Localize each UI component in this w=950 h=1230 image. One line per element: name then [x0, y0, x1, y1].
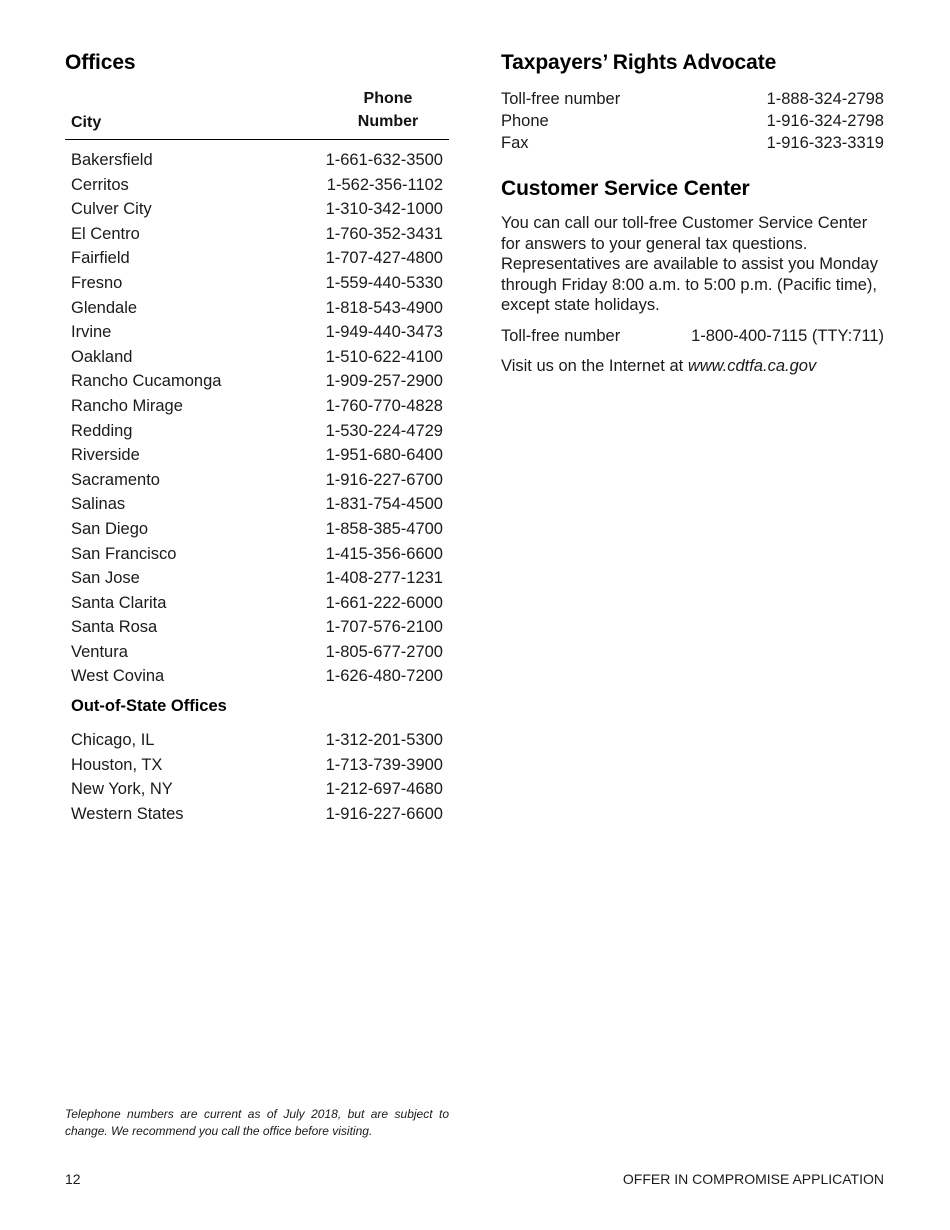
office-row [65, 517, 449, 542]
office-row [65, 296, 449, 321]
tollfree-label: Toll-free number [501, 326, 621, 345]
contact-label: Phone [501, 112, 549, 130]
website-line [501, 355, 884, 377]
customer-service-tollfree-row [501, 325, 884, 347]
column-header-city: City [71, 114, 102, 131]
advocate-contact-row [501, 88, 884, 110]
office-phone: 1-713-739-3900 [325, 755, 443, 774]
office-row [65, 542, 449, 567]
out-of-state-heading: Out-of-State Offices [71, 697, 227, 716]
advocate-contact-row [501, 110, 884, 132]
office-city: Fairfield [71, 249, 130, 268]
office-row [65, 369, 449, 394]
contact-value: 1-888-324-2798 [766, 90, 884, 108]
document-title: OFFER IN COMPROMISE APPLICATION [622, 1171, 884, 1187]
taxpayers-rights-advocate-title: Taxpayers’ Rights Advocate [501, 51, 777, 74]
contact-label: Fax [501, 134, 529, 152]
contact-label: Toll-free number [501, 90, 621, 108]
contact-value: 1-916-323-3319 [766, 134, 884, 152]
office-row [65, 197, 449, 222]
office-city: Rancho Cucamonga [71, 372, 222, 391]
column-header-phone-line1: Phone [363, 90, 413, 107]
office-phone: 1-626-480-7200 [325, 667, 443, 686]
office-city: Bakersfield [71, 151, 153, 169]
office-city: Salinas [71, 495, 126, 514]
office-phone: 1-916-227-6700 [325, 470, 443, 489]
office-row [65, 468, 449, 493]
office-phone: 1-312-201-5300 [325, 731, 443, 750]
office-phone: 1-858-385-4700 [325, 519, 443, 538]
office-phone: 1-661-222-6000 [325, 593, 443, 612]
office-phone: 1-916-227-6600 [325, 804, 443, 823]
office-row [65, 566, 449, 591]
office-city: San Francisco [71, 544, 177, 563]
office-row [65, 802, 449, 827]
office-city: Sacramento [71, 470, 160, 489]
offices-section [65, 48, 449, 826]
office-city: Santa Rosa [71, 618, 158, 637]
footnote: Telephone numbers are current as of July 2018, but are subject to change. We recommend you call the office before visiting. [65, 1107, 449, 1138]
office-row [65, 777, 449, 802]
office-row [65, 419, 449, 444]
office-phone: 1-415-356-6600 [325, 544, 443, 563]
office-phone: 1-559-440-5330 [325, 273, 443, 292]
office-phone: 1-510-622-4100 [325, 347, 443, 366]
website-prefix: Visit us on the Internet at [501, 356, 688, 375]
page-number: 12 [65, 1171, 81, 1187]
office-row [65, 664, 449, 689]
office-row [65, 443, 449, 468]
office-city: San Diego [71, 519, 149, 538]
tollfree-value: 1-800-400-7115 (TTY:711) [691, 326, 884, 345]
office-city: Houston, TX [71, 755, 163, 774]
office-city: Cerritos [71, 175, 129, 194]
office-city: Irvine [71, 323, 112, 342]
office-city: Fresno [71, 273, 123, 292]
office-city: Riverside [71, 446, 140, 465]
office-row [65, 492, 449, 517]
office-row [65, 222, 449, 247]
office-row [65, 246, 449, 271]
office-city: Culver City [71, 200, 152, 219]
office-city: El Centro [71, 224, 140, 243]
office-phone: 1-562-356-1102 [326, 175, 443, 194]
office-row [65, 173, 449, 198]
office-phone: 1-707-576-2100 [325, 618, 443, 637]
office-city: Glendale [71, 298, 138, 317]
office-row [65, 753, 449, 778]
office-city: New York, NY [71, 780, 173, 799]
office-row [65, 591, 449, 616]
office-phone: 1-310-342-1000 [325, 200, 443, 219]
column-header-phone [333, 87, 443, 133]
office-phone: 1-408-277-1231 [325, 569, 443, 588]
column-header-phone-line2: Number [357, 113, 419, 130]
office-phone: 1-831-754-4500 [325, 495, 443, 514]
office-row [65, 640, 449, 665]
office-city: Chicago, IL [71, 731, 155, 750]
office-row [65, 320, 449, 345]
office-row [65, 615, 449, 640]
website-link[interactable]: www.cdtfa.ca.gov [687, 356, 817, 375]
advocate-contact-list [501, 88, 884, 154]
office-phone: 1-949-440-3473 [325, 323, 443, 342]
office-city: West Covina [71, 667, 165, 686]
office-phone: 1-212-697-4680 [325, 780, 443, 799]
office-phone: 1-909-257-2900 [325, 372, 443, 391]
office-row [65, 394, 449, 419]
office-city: Rancho Mirage [71, 396, 183, 415]
office-row [65, 148, 449, 173]
customer-service-center-title: Customer Service Center [501, 177, 750, 200]
offices-table-header [65, 90, 449, 140]
office-row [65, 345, 449, 370]
office-row [65, 271, 449, 296]
office-phone: 1-530-224-4729 [325, 421, 443, 440]
office-city: Redding [71, 421, 133, 440]
office-phone: 1-805-677-2700 [325, 642, 443, 661]
customer-service-description: You can call our toll-free Customer Service Center for answers to your general tax questions. Representatives are available to assist you Monday through Friday 8:00 a.m. to 5:00 p.m. (Pacific time), except state holidays. [501, 214, 878, 315]
office-phone: 1-818-543-4900 [325, 298, 443, 317]
out-of-state-office-list [65, 728, 449, 826]
office-city: Oakland [71, 347, 133, 366]
office-phone: 1-951-680-6400 [325, 446, 443, 465]
contact-value: 1-916-324-2798 [766, 112, 884, 130]
in-state-office-list [65, 148, 449, 689]
office-phone: 1-760-770-4828 [325, 396, 443, 415]
office-city: Ventura [71, 642, 128, 661]
office-phone: 1-661-632-3500 [325, 151, 443, 169]
offices-title: Offices [65, 51, 136, 74]
office-city: San Jose [71, 569, 140, 588]
office-phone: 1-760-352-3431 [325, 224, 443, 243]
office-row [65, 728, 449, 753]
contact-info-section [501, 48, 884, 377]
office-city: Santa Clarita [71, 593, 167, 612]
office-phone: 1-707-427-4800 [325, 249, 443, 268]
advocate-contact-row [501, 132, 884, 154]
office-city: Western States [71, 804, 184, 823]
